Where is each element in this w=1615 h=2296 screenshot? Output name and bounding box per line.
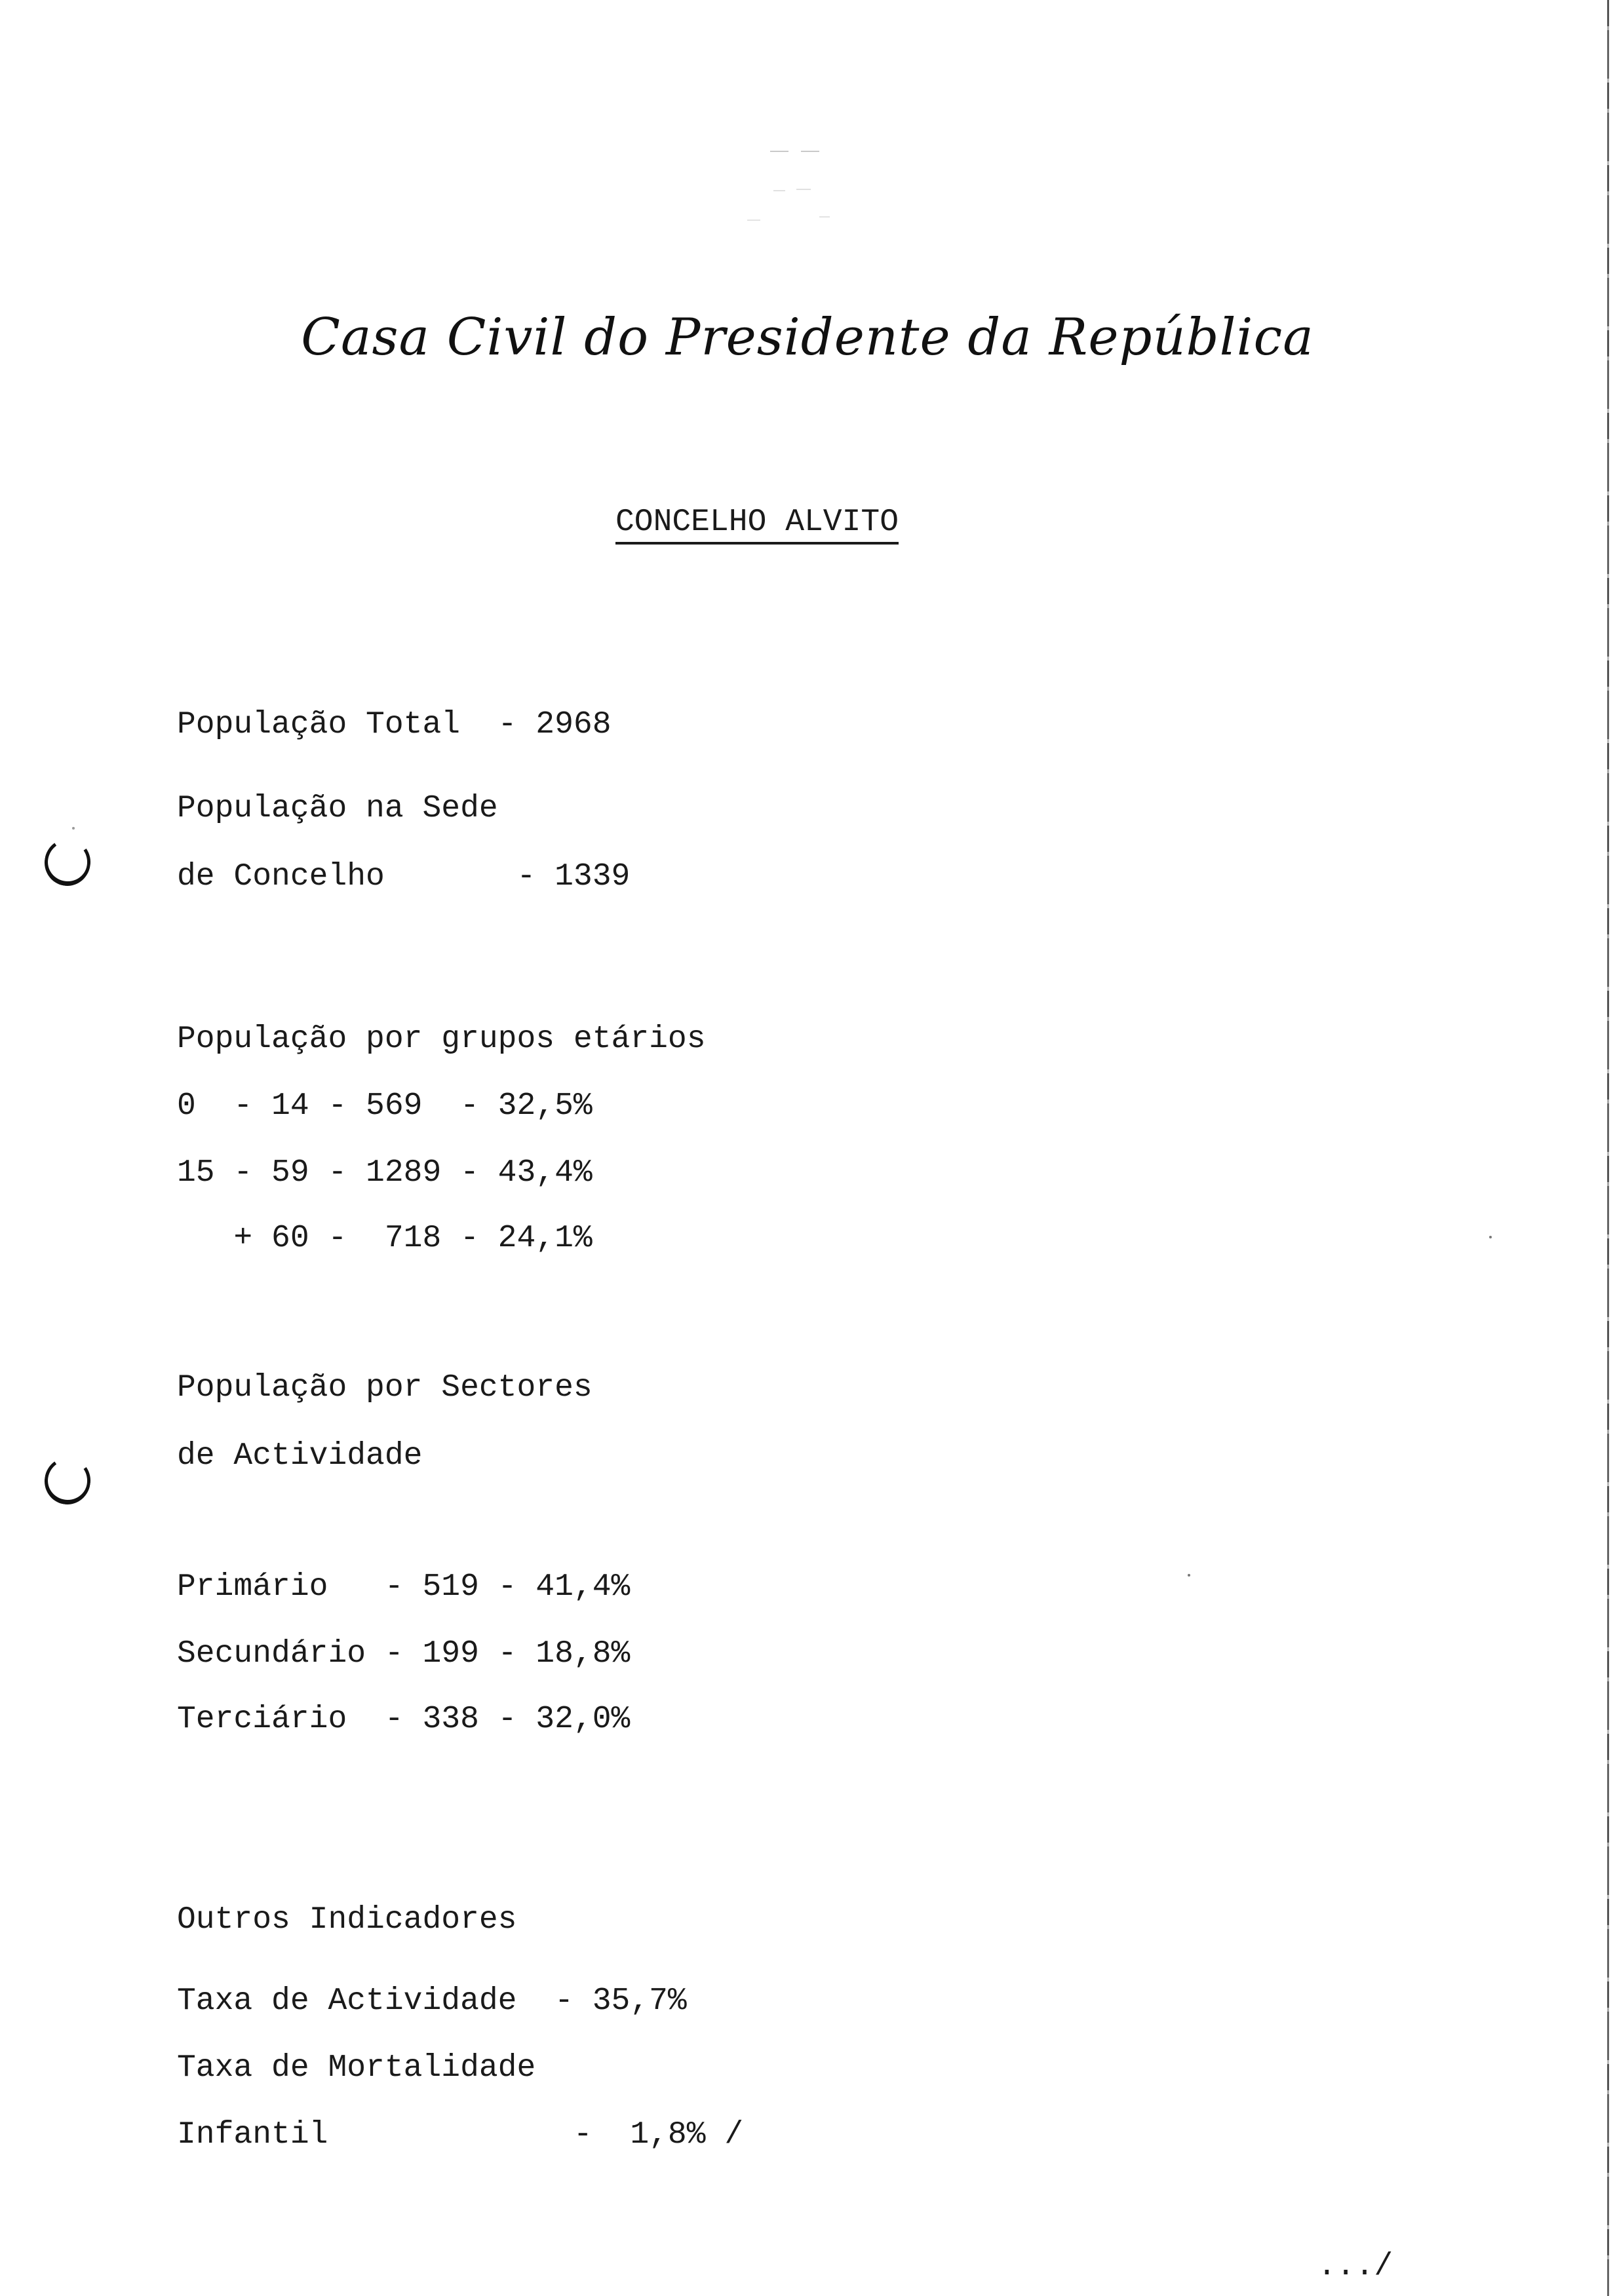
age-group-row: 15 - 59 - 1289 - 43,4% bbox=[177, 1155, 593, 1191]
other-indicators-heading: Outros Indicadores bbox=[177, 1902, 517, 1938]
document-title-text: CONCELHO ALVITO bbox=[615, 505, 899, 545]
faint-mark bbox=[796, 189, 811, 190]
punch-hole-mark bbox=[41, 835, 94, 889]
sector-row: Primário - 519 - 41,4% bbox=[177, 1569, 631, 1605]
faint-mark bbox=[819, 216, 830, 218]
age-groups-heading: População por grupos etários bbox=[177, 1022, 706, 1057]
sectors-heading-line1: População por Sectores bbox=[177, 1370, 593, 1406]
sectors-heading-line2: de Actividade bbox=[177, 1438, 423, 1474]
mortality-label: Taxa de Mortalidade bbox=[177, 2050, 536, 2086]
activity-rate: Taxa de Actividade - 35,7% bbox=[177, 1983, 687, 2019]
population-seat-label: População na Sede bbox=[177, 791, 498, 826]
population-seat-value: de Concelho - 1339 bbox=[177, 859, 631, 894]
faint-mark bbox=[773, 190, 785, 191]
speck bbox=[72, 827, 75, 830]
document-title bbox=[0, 505, 1514, 545]
speck bbox=[1188, 1574, 1190, 1577]
population-total: População Total - 2968 bbox=[177, 707, 612, 742]
mortality-value: Infantil - 1,8% / bbox=[177, 2117, 744, 2152]
sector-row: Secundário - 199 - 18,8% bbox=[177, 1636, 631, 1672]
continued-marker: .../ bbox=[1317, 2249, 1393, 2284]
faint-mark bbox=[747, 220, 760, 221]
age-group-row: + 60 - 718 - 24,1% bbox=[177, 1221, 593, 1256]
punch-hole-mark bbox=[41, 1453, 94, 1508]
speck bbox=[1489, 1236, 1492, 1238]
faint-mark bbox=[801, 151, 819, 152]
letterhead: Casa Civil do Presidente da República bbox=[301, 308, 1314, 367]
age-group-row: 0 - 14 - 569 - 32,5% bbox=[177, 1088, 593, 1124]
sector-row: Terciário - 338 - 32,0% bbox=[177, 1702, 631, 1737]
faint-mark bbox=[770, 151, 788, 152]
